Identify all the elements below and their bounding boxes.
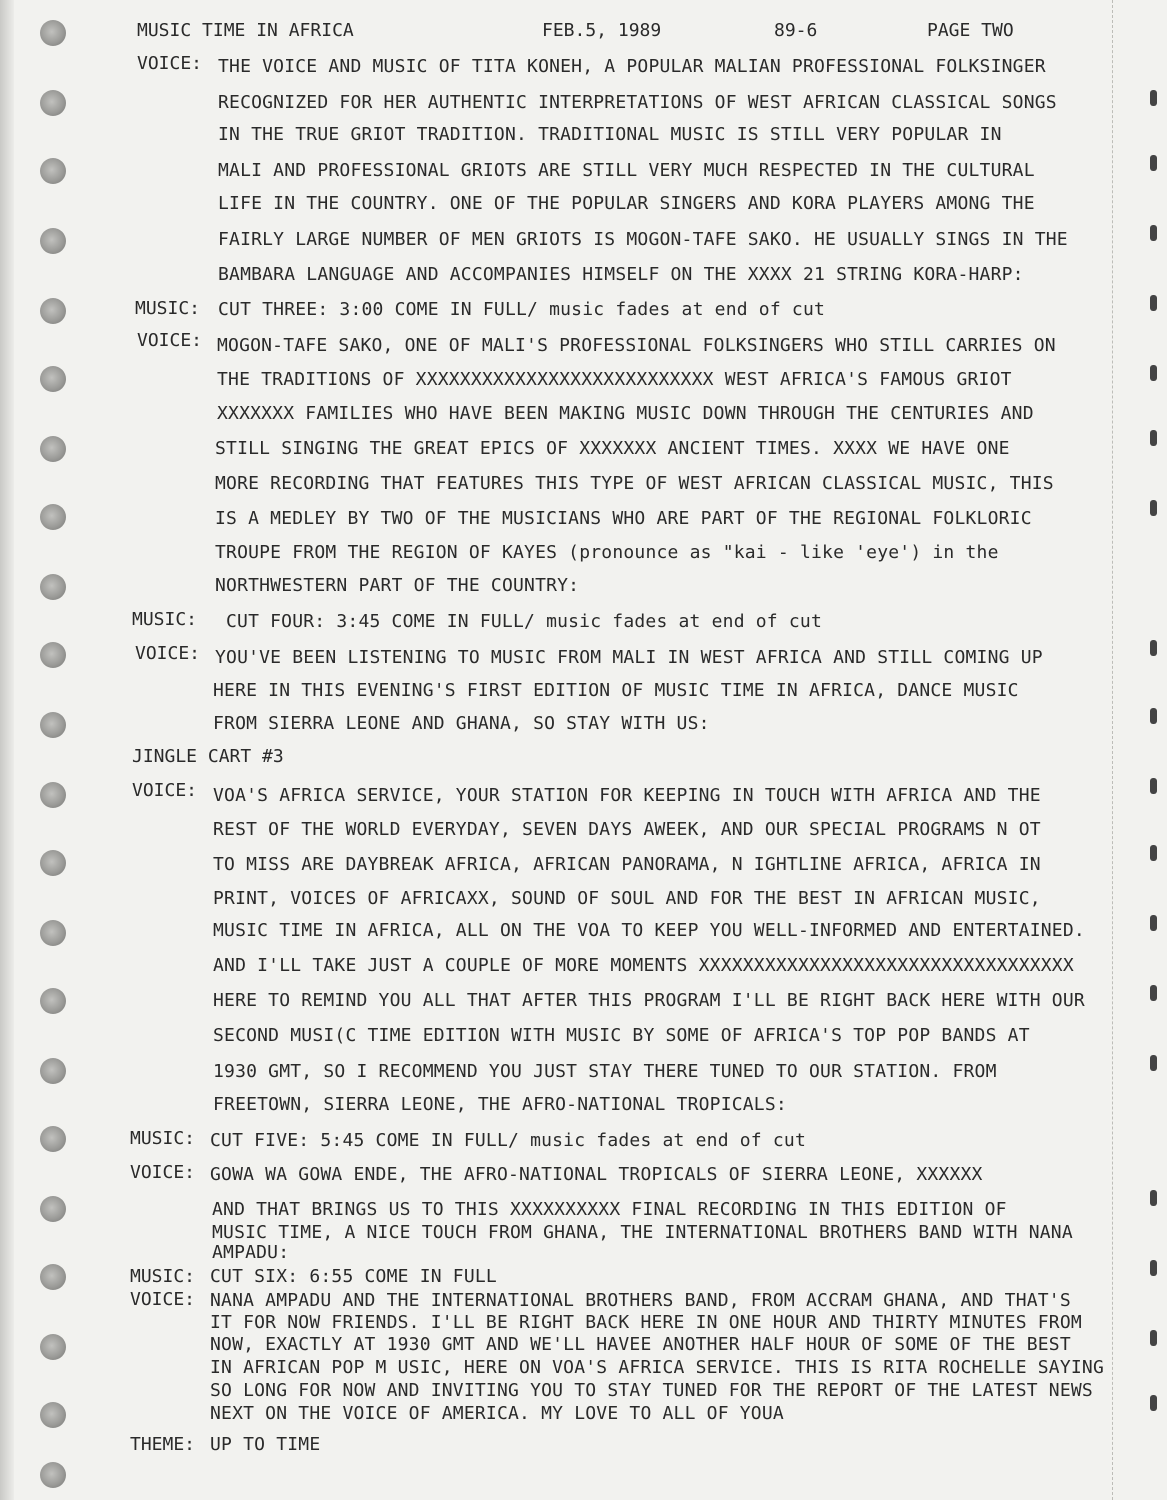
script-line: CUT FIVE: 5:45 COME IN FULL/ music fades at end of cut <box>210 1130 806 1151</box>
cue-label: MUSIC: <box>130 1128 196 1149</box>
script-line: FAIRLY LARGE NUMBER OF MEN GRIOTS IS MOGON-TAFE SAKO. HE USUALLY SINGS IN THE <box>218 229 1068 250</box>
perforation-hole <box>40 1196 66 1222</box>
cue-label: VOICE: <box>130 1162 196 1183</box>
feed-mark <box>1150 1260 1157 1276</box>
script-line: NOW, EXACTLY AT 1930 GMT AND WE'LL HAVEE ANOTHER HALF HOUR OF SOME OF THE BEST <box>210 1334 1071 1355</box>
script-line: FREETOWN, SIERRA LEONE, THE AFRO-NATIONAL TROPICALS: <box>213 1094 787 1115</box>
feed-mark <box>1150 500 1157 516</box>
feed-mark <box>1150 365 1157 381</box>
script-line: RECOGNIZED FOR HER AUTHENTIC INTERPRETATIONS OF WEST AFRICAN CLASSICAL SONGS <box>218 92 1057 113</box>
perforation-hole <box>40 366 66 392</box>
perforation-line <box>1112 0 1114 1500</box>
cue-label: JINGLE CART #3 <box>132 746 284 767</box>
script-line: BAMBARA LANGUAGE AND ACCOMPANIES HIMSELF ON THE XXXX 21 STRING KORA-HARP: <box>218 264 1024 285</box>
feed-mark <box>1150 985 1157 1001</box>
cue-label: MUSIC: <box>132 609 198 630</box>
perforation-hole <box>40 1402 66 1428</box>
right-edge-marks <box>1150 0 1162 1500</box>
script-line: MUSIC TIME, A NICE TOUCH FROM GHANA, THE INTERNATIONAL BROTHERS BAND WITH NANA <box>212 1222 1073 1243</box>
tractor-feed-holes <box>40 10 70 1500</box>
page-number: PAGE TWO <box>927 20 1014 41</box>
script-line: VOA'S AFRICA SERVICE, YOUR STATION FOR KEEPING IN TOUCH WITH AFRICA AND THE <box>213 785 1041 806</box>
page-header <box>137 20 1037 46</box>
perforation-hole <box>40 642 66 668</box>
cue-label: VOICE: <box>135 643 201 664</box>
script-line: NORTHWESTERN PART OF THE COUNTRY: <box>215 575 580 596</box>
script-line: IN THE TRUE GRIOT TRADITION. TRADITIONAL MUSIC IS STILL VERY POPULAR IN <box>218 124 1002 145</box>
script-line: HERE TO REMIND YOU ALL THAT AFTER THIS PROGRAM I'LL BE RIGHT BACK HERE WITH OUR <box>213 990 1085 1011</box>
cue-label: MUSIC: <box>130 1266 196 1287</box>
feed-mark <box>1150 155 1157 171</box>
script-line: NANA AMPADU AND THE INTERNATIONAL BROTHERS BAND, FROM ACCRAM GHANA, AND THAT'S <box>210 1290 1071 1311</box>
perforation-hole <box>40 158 66 184</box>
cue-label: VOICE: <box>137 53 203 74</box>
program-code: 89-6 <box>774 20 818 41</box>
script-line: THE VOICE AND MUSIC OF TITA KONEH, A POPULAR MALIAN PROFESSIONAL FOLKSINGER <box>218 56 1046 77</box>
feed-mark <box>1150 1330 1157 1346</box>
script-line: AND THAT BRINGS US TO THIS XXXXXXXXXX FINAL RECORDING IN THIS EDITION OF <box>212 1199 1007 1220</box>
script-line: NEXT ON THE VOICE OF AMERICA. MY LOVE TO ALL OF YOUA <box>210 1403 784 1424</box>
script-line: STILL SINGING THE GREAT EPICS OF XXXXXXX ANCIENT TIMES. XXXX WE HAVE ONE <box>215 438 1010 459</box>
perforation-hole <box>40 20 66 46</box>
script-line: FROM SIERRA LEONE AND GHANA, SO STAY WITH US: <box>213 713 710 734</box>
script-line: SECOND MUSI(C TIME EDITION WITH MUSIC BY SOME OF AFRICA'S TOP POP BANDS AT <box>213 1025 1030 1046</box>
perforation-hole <box>40 228 66 254</box>
paper-edge <box>0 0 14 1500</box>
script-line: CUT THREE: 3:00 COME IN FULL/ music fades at end of cut <box>218 299 826 320</box>
script-line: TO MISS ARE DAYBREAK AFRICA, AFRICAN PANORAMA, N IGHTLINE AFRICA, AFRICA IN <box>213 854 1041 875</box>
script-line: LIFE IN THE COUNTRY. ONE OF THE POPULAR SINGERS AND KORA PLAYERS AMONG THE <box>218 193 1035 214</box>
feed-mark <box>1150 295 1157 311</box>
script-line: IN AFRICAN POP M USIC, HERE ON VOA'S AFRICA SERVICE. THIS IS RITA ROCHELLE SAYING <box>210 1357 1104 1378</box>
feed-mark <box>1150 225 1157 241</box>
perforation-hole <box>40 1126 66 1152</box>
feed-mark <box>1150 1395 1157 1411</box>
program-title: MUSIC TIME IN AFRICA <box>137 20 354 41</box>
feed-mark <box>1150 778 1157 794</box>
script-line: IS A MEDLEY BY TWO OF THE MUSICIANS WHO ARE PART OF THE REGIONAL FOLKLORIC <box>215 508 1032 529</box>
script-line: IT FOR NOW FRIENDS. I'LL BE RIGHT BACK HERE IN ONE HOUR AND THIRTY MINUTES FROM <box>210 1312 1082 1333</box>
perforation-hole <box>40 436 66 462</box>
script-line: MORE RECORDING THAT FEATURES THIS TYPE OF WEST AFRICAN CLASSICAL MUSIC, THIS <box>215 473 1054 494</box>
feed-mark <box>1150 1055 1157 1071</box>
script-line: PRINT, VOICES OF AFRICAXX, SOUND OF SOUL AND FOR THE BEST IN AFRICAN MUSIC, <box>213 888 1041 909</box>
perforation-hole <box>40 504 66 530</box>
cue-label: VOICE: <box>130 1289 196 1310</box>
feed-mark <box>1150 915 1157 931</box>
cue-label: VOICE: <box>132 780 198 801</box>
perforation-hole <box>40 574 66 600</box>
script-line: CUT FOUR: 3:45 COME IN FULL/ music fades at end of cut <box>226 611 822 632</box>
script-line: XXXXXXX FAMILIES WHO HAVE BEEN MAKING MUSIC DOWN THROUGH THE CENTURIES AND <box>217 403 1034 424</box>
feed-mark <box>1150 90 1157 106</box>
perforation-hole <box>40 782 66 808</box>
perforation-hole <box>40 1462 66 1488</box>
script-line: CUT SIX: 6:55 COME IN FULL <box>210 1266 497 1287</box>
script-line: SO LONG FOR NOW AND INVITING YOU TO STAY TUNED FOR THE REPORT OF THE LATEST NEWS <box>210 1380 1093 1401</box>
feed-mark <box>1150 845 1157 861</box>
script-line: REST OF THE WORLD EVERYDAY, SEVEN DAYS AWEEK, AND OUR SPECIAL PROGRAMS N OT <box>213 819 1041 840</box>
script-line: 1930 GMT, SO I RECOMMEND YOU JUST STAY THERE TUNED TO OUR STATION. FROM <box>213 1061 997 1082</box>
perforation-hole <box>40 920 66 946</box>
cue-label: THEME: <box>130 1434 196 1455</box>
script-line: HERE IN THIS EVENING'S FIRST EDITION OF MUSIC TIME IN AFRICA, DANCE MUSIC <box>213 680 1019 701</box>
script-line: YOU'VE BEEN LISTENING TO MUSIC FROM MALI IN WEST AFRICA AND STILL COMING UP <box>215 647 1043 668</box>
perforation-hole <box>40 1264 66 1290</box>
script-line: MOGON-TAFE SAKO, ONE OF MALI'S PROFESSIONAL FOLKSINGERS WHO STILL CARRIES ON <box>217 335 1056 356</box>
script-line: MALI AND PROFESSIONAL GRIOTS ARE STILL VERY MUCH RESPECTED IN THE CULTURAL <box>218 160 1035 181</box>
script-line: MUSIC TIME IN AFRICA, ALL ON THE VOA TO KEEP YOU WELL-INFORMED AND ENTERTAINED. <box>213 920 1085 941</box>
feed-mark <box>1150 640 1157 656</box>
perforation-hole <box>40 90 66 116</box>
perforation-hole <box>40 850 66 876</box>
perforation-hole <box>40 712 66 738</box>
perforation-hole <box>40 988 66 1014</box>
script-line: GOWA WA GOWA ENDE, THE AFRO-NATIONAL TROPICALS OF SIERRA LEONE, XXXXXX <box>210 1164 983 1185</box>
cue-label: MUSIC: <box>135 298 201 319</box>
cue-label: VOICE: <box>137 330 203 351</box>
script-line: UP TO TIME <box>210 1434 321 1455</box>
script-line: TROUPE FROM THE REGION OF KAYES (pronounce as "kai - like 'eye') in the <box>215 542 999 563</box>
script-line: AND I'LL TAKE JUST A COUPLE OF MORE MOMENTS XXXXXXXXXXXXXXXXXXXXXXXXXXXXXXXXXX <box>213 955 1074 976</box>
script-line: AMPADU: <box>212 1242 290 1263</box>
broadcast-date: FEB.5, 1989 <box>542 20 662 41</box>
perforation-hole <box>40 1334 66 1360</box>
feed-mark <box>1150 708 1157 724</box>
feed-mark <box>1150 430 1157 446</box>
perforation-hole <box>40 1058 66 1084</box>
perforation-hole <box>40 298 66 324</box>
feed-mark <box>1150 1190 1157 1206</box>
script-line: THE TRADITIONS OF XXXXXXXXXXXXXXXXXXXXXXXXXXX WEST AFRICA'S FAMOUS GRIOT <box>217 369 1012 390</box>
